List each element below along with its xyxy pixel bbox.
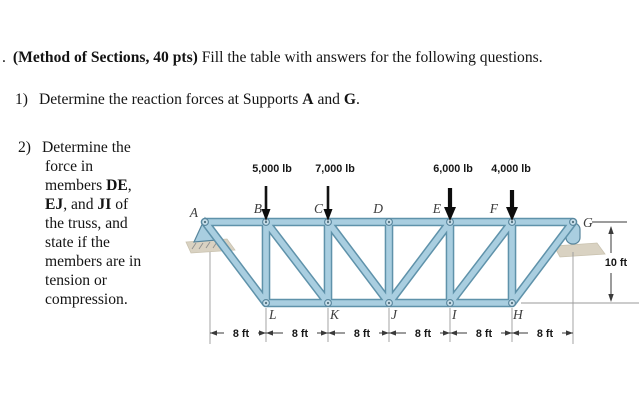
node-label-h: H [513,307,523,322]
member-ji-ref: JI [97,196,112,213]
node-label-i: I [452,307,457,322]
rocker-support-pad [554,243,605,257]
question-2-line-9: compression. [45,291,128,308]
load-label-5000: 5,000 lb [252,163,292,175]
truss-members [205,222,573,303]
dim-arrow-down [608,294,613,302]
dim-bay-1: 8 ft [232,328,250,340]
question-2-line-6: state if the [45,234,110,251]
dim-bay-3: 8 ft [353,328,371,340]
dim-bay-6: 8 ft [536,328,554,340]
load-label-6000: 6,000 lb [433,163,473,175]
question-2-line-2: force in [45,158,94,175]
support-a-ref: A [302,91,314,108]
member-de-ref: DE [106,177,128,194]
joint-pin [449,221,451,223]
title-rest: Fill the table with answers for the following questions. [197,49,543,66]
dim-arrow [450,330,457,335]
load-label-4000: 4,000 lb [491,163,531,175]
node-label-g: G [583,215,593,230]
load-label-7000: 7,000 lb [315,163,355,175]
list-marker: . [2,49,6,66]
joint-pin [388,302,390,304]
node-label-c: C [313,201,323,216]
node-label-l: L [269,307,277,322]
dim-arrow [512,330,519,335]
question-1-mid: and [313,91,344,108]
line-4-end: of [111,196,129,213]
node-label-j: J [391,307,397,322]
member-ej-ref: EJ [45,196,64,213]
dim-arrow [259,330,266,335]
joint-pin [511,302,513,304]
question-2-line-5: the truss, and [45,215,128,232]
member-fills [205,222,573,303]
joint-pin [327,221,329,223]
dim-arrow-up [608,226,613,234]
question-1-end: . [356,91,360,108]
joint-pin [572,221,574,223]
dim-arrow [328,330,335,335]
dim-arrow [382,330,389,335]
node-label-d: D [373,201,383,216]
line-3-text: members [45,177,107,194]
support-g-ref: G [343,91,356,108]
node-label-f: F [489,201,498,216]
dim-arrow [443,330,450,335]
joint-pin [204,221,206,223]
joint-pin [511,221,513,223]
joint-pin [265,302,267,304]
question-2-text: Determine the [42,139,131,156]
dim-arrow [266,330,273,335]
dim-height-label: 10 ft [604,257,628,269]
question-1-number: 1) [15,91,28,108]
dim-bay-4: 8 ft [414,328,432,340]
dim-arrow [566,330,573,335]
node-label-k: K [330,307,340,322]
joint-pin [327,302,329,304]
question-2-number: 2) [18,139,31,156]
dim-arrow [210,330,217,335]
question-2-line-8: tension or [45,272,107,289]
dim-arrow [389,330,396,335]
dim-bay-5: 8 ft [475,328,493,340]
line-4-text: , and [63,196,98,213]
dim-arrow [321,330,328,335]
pad-shape [554,243,605,257]
title-bold-part: (Method of Sections, 40 pts) [12,49,198,66]
joint-pin [388,221,390,223]
node-label-a: A [189,205,198,220]
dim-arrow [505,330,512,335]
node-label-b: B [253,201,262,216]
line-3-end: , [127,177,132,194]
dim-bay-2: 8 ft [291,328,309,340]
question-1-text: Determine the reaction forces at Supports [39,91,303,108]
joint-pin [449,302,451,304]
question-2-line-7: members are in [45,253,142,270]
node-label-e: E [432,201,441,216]
joint-pin [265,221,267,223]
